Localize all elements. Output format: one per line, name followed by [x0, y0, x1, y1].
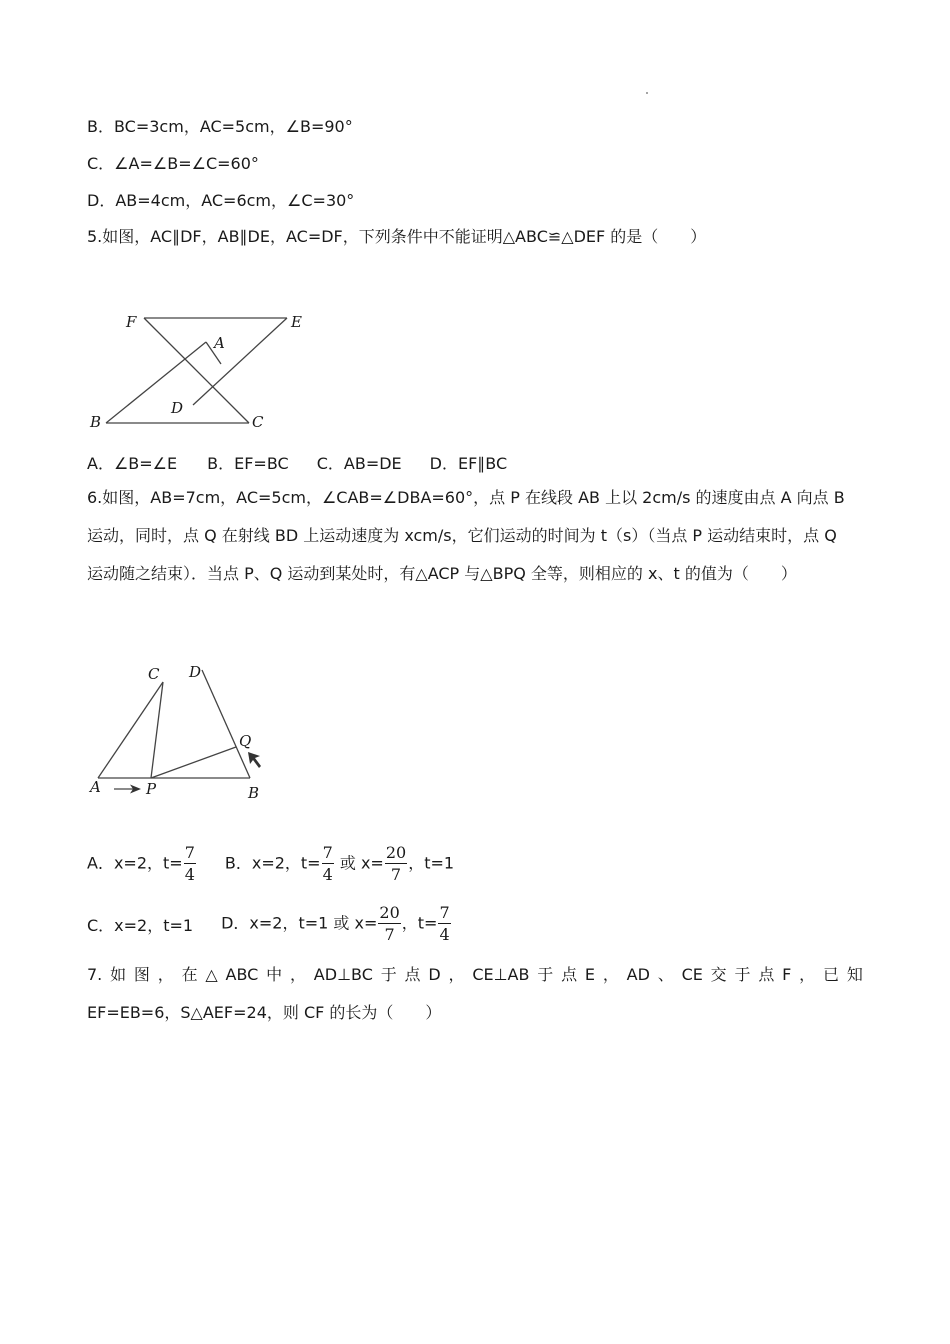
q6-stem-line1: 6.如图，AB=7cm，AC=5cm，∠CAB=∠DBA=60°，点 P 在线段 AB 上以 2cm/s 的速度由点 A 向点 B: [87, 488, 845, 507]
q7-token: CE: [681, 965, 703, 984]
q6-label-d: D: [189, 663, 202, 681]
q6-option-b-fraction-2: [385, 844, 407, 884]
q7-token: 点: [758, 965, 775, 984]
q7-token: ，: [448, 965, 465, 984]
q7-token: 7.: [87, 965, 103, 984]
q6-option-b-fraction-1: [322, 844, 334, 884]
fraction-numerator: 20: [385, 843, 407, 862]
q6-label-q: Q: [239, 732, 252, 750]
fraction-denominator: 7: [384, 925, 395, 944]
q7-token: CE⊥AB: [472, 965, 530, 984]
q6-option-b-mid: 或 x=: [334, 853, 384, 873]
fraction-denominator: 4: [439, 925, 450, 944]
q4-option-c: C．∠A=∠B=∠C=60°: [87, 154, 259, 173]
q7-token: 中: [266, 965, 283, 984]
q6-option-b-suffix: ，t=1: [408, 853, 455, 873]
q5-option-b: B．EF=BC: [207, 453, 289, 473]
q7-token: D: [428, 965, 441, 984]
q6-option-a-fraction: [184, 844, 196, 884]
q6-arrow-ap: [114, 785, 141, 794]
q6-option-b-prefix: B．x=2，t=: [224, 853, 321, 873]
fraction-denominator: 7: [390, 865, 402, 884]
q7-token: △: [205, 965, 218, 984]
q7-token: 如: [110, 965, 127, 984]
q7-token: AD: [626, 965, 650, 984]
q7-token: 、: [657, 965, 674, 984]
q7-token: 在: [181, 965, 198, 984]
q4-option-b: B．BC=3cm，AC=5cm，∠B=90°: [87, 117, 353, 136]
page-speck: [646, 92, 648, 94]
q6-option-b: [225, 844, 454, 884]
fraction-numerator: 7: [184, 843, 195, 862]
q7-token: ，: [799, 965, 816, 984]
q7-token: ，: [157, 965, 174, 984]
q7-token: ，: [602, 965, 619, 984]
q7-stem-line2: EF=EB=6，S△AEF=24，则 CF 的长为（ ）: [87, 1003, 442, 1022]
q6-label-c: C: [148, 665, 160, 683]
q6-option-d-prefix: D．x=2，t=1 或 x=: [221, 913, 378, 933]
q5-label-a: A: [214, 334, 225, 352]
q6-arrow-q: [248, 752, 261, 768]
q7-stem-line1: [87, 963, 863, 987]
q5-option-c: C．AB=DE: [316, 453, 402, 473]
q5-label-d: D: [171, 399, 184, 417]
q5-segment-fc: [144, 318, 249, 423]
fraction-denominator: 4: [184, 865, 195, 884]
q6-segment-pq: [151, 747, 236, 778]
q7-token: 点: [561, 965, 578, 984]
q5-label-e: E: [291, 313, 302, 331]
q6-option-d-fraction-2: [438, 904, 450, 944]
q6-option-a-prefix: A．x=2，t=: [87, 853, 183, 873]
q5-label-c: C: [252, 413, 264, 431]
q6-option-c: C．x=2，t=1: [87, 915, 194, 935]
q6-options-ab: [87, 842, 454, 886]
q5-figure: [85, 305, 325, 435]
q7-token: 于: [537, 965, 554, 984]
q5-label-b: B: [90, 413, 102, 431]
fraction-numerator: 20: [379, 903, 400, 922]
q4-option-d: D．AB=4cm，AC=6cm，∠C=30°: [87, 191, 355, 210]
q7-token: 交: [710, 965, 727, 984]
q7-token: 点: [404, 965, 421, 984]
q7-token: 于: [734, 965, 751, 984]
q6-option-d: [221, 904, 452, 944]
q6-label-b: B: [248, 784, 260, 802]
q7-token: 已: [823, 965, 840, 984]
q6-figure: [85, 660, 285, 805]
q7-token: 图: [133, 965, 150, 984]
q6-option-a: [87, 844, 197, 884]
q6-label-a: A: [90, 778, 101, 796]
fraction-numerator: 7: [439, 903, 450, 922]
q5-options: [87, 450, 507, 474]
fraction-denominator: 4: [322, 865, 333, 884]
q5-stem: 5.如图，AC∥DF，AB∥DE，AC=DF，下列条件中不能证明△ABC≌△DEF 的是（ ）: [87, 227, 707, 246]
q5-option-d: D．EF∥BC: [429, 453, 508, 473]
q6-stem-line3: 运动随之结束）．当点 P、Q 运动到某处时，有△ACP 与△BPQ 全等，则相应的 x、t 的值为（ ）: [87, 564, 797, 583]
q7-token: E: [584, 965, 596, 984]
q6-options-cd: [87, 902, 452, 946]
q5-segment-ed: [193, 318, 287, 405]
q5-option-a: A．∠B=∠E: [87, 453, 178, 473]
q6-segment-bd: [202, 670, 250, 778]
q6-label-p: P: [146, 780, 157, 798]
q7-token: ABC: [225, 965, 259, 984]
q7-token: F: [782, 965, 792, 984]
q6-option-d-mid: ，t=: [401, 913, 438, 933]
q7-token: 于: [380, 965, 397, 984]
q5-label-f: F: [126, 313, 137, 331]
q6-option-d-fraction-1: [378, 904, 400, 944]
q5-segment-ba: [106, 342, 206, 423]
q7-token: 知: [846, 965, 863, 984]
q7-token: ，: [289, 965, 306, 984]
q7-token: AD⊥BC: [313, 965, 373, 984]
fraction-numerator: 7: [322, 843, 333, 862]
q6-stem-line2: 运动，同时，点 Q 在射线 BD 上运动速度为 xcm/s，它们运动的时间为 t（s）（当点 P 运动结束时，点 Q: [87, 526, 837, 545]
